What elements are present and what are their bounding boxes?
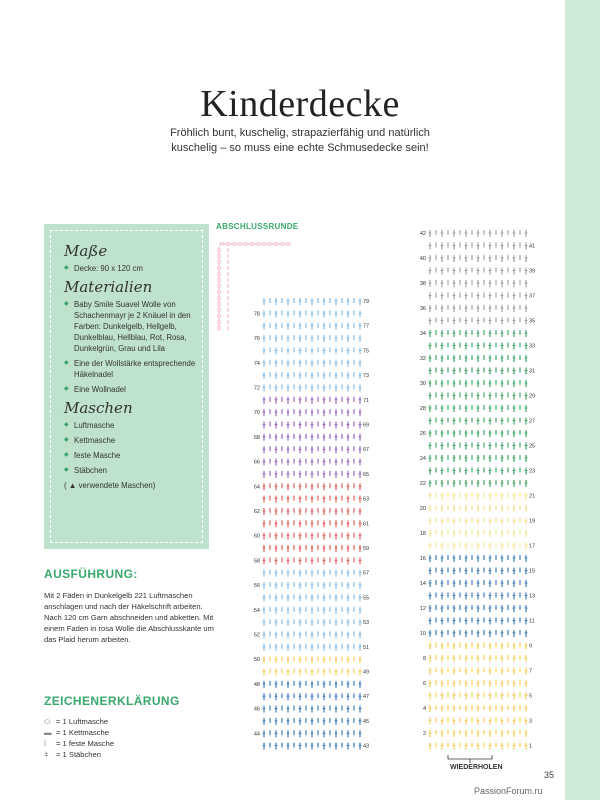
- chart-row: [254, 409, 362, 416]
- chart-row: [254, 607, 362, 614]
- row-number: 36: [419, 306, 426, 312]
- chart-row: [420, 480, 528, 487]
- maschen-heading: Maschen: [64, 399, 133, 417]
- row-number: 44: [253, 731, 260, 738]
- row-number: 22: [419, 481, 426, 487]
- chart-row: [254, 557, 362, 564]
- row-number: 14: [419, 581, 426, 587]
- chart-row: [429, 268, 536, 275]
- chart-row: [429, 693, 533, 700]
- row-number: 5: [529, 693, 533, 700]
- double-crochet-icon: ǂ: [44, 750, 49, 759]
- chart-row: [263, 520, 370, 527]
- chart-row: [429, 468, 536, 475]
- row-number: 56: [253, 583, 260, 590]
- row-number: 59: [363, 546, 370, 552]
- chart-row: [420, 555, 528, 562]
- chart-row: [429, 543, 536, 550]
- masse-heading: Maße: [64, 242, 108, 260]
- chart-row: [429, 743, 533, 750]
- watermark: PassionForum.ru: [474, 786, 543, 796]
- page-subtitle: Fröhlich bunt, kuschelig, strapazierfähig und natürlich kuschelig – so muss eine echte Schmusedecke sein!: [170, 127, 430, 154]
- materialien-heading: Materialien: [64, 278, 153, 296]
- maschen-item: ◆ Stäbchen: [64, 465, 199, 476]
- chart-row: [420, 530, 528, 537]
- row-number: 64: [253, 484, 260, 491]
- row-number: 38: [419, 281, 426, 287]
- chart-row: [263, 397, 370, 404]
- row-number: 27: [529, 418, 536, 425]
- chart-row: [254, 631, 362, 638]
- chart-row: [254, 434, 362, 441]
- chart-row: [263, 422, 370, 429]
- row-number: 19: [529, 518, 536, 525]
- maschen-note: ( ▲ verwendete Maschen): [64, 481, 156, 490]
- row-number: 65: [363, 471, 370, 478]
- row-number: 77: [363, 323, 370, 330]
- row-number: 28: [419, 406, 426, 412]
- materialien-item: ◆ Baby Smile Suavel Wolle von Schachenmayr je 2 Knäuel in den Farben: Dunkelgelb, Hellgelb, Dunkelblau, Hellblau, Rot, Rosa, Dunkelgrün, Grau und Lila: [64, 299, 199, 354]
- chart-row: [263, 619, 370, 626]
- row-number: 8: [422, 656, 426, 662]
- row-number: 32: [419, 356, 426, 362]
- row-number: 24: [419, 456, 426, 462]
- row-number: 12: [419, 606, 426, 612]
- chart-row: [420, 230, 528, 237]
- row-number: 76: [253, 336, 260, 343]
- row-number: 26: [419, 431, 426, 437]
- row-number: 2: [422, 731, 426, 737]
- row-number: 58: [253, 558, 260, 565]
- row-number: 41: [529, 243, 536, 250]
- row-number: 62: [253, 508, 260, 515]
- chart-row: [429, 293, 536, 300]
- row-number: 57: [363, 570, 370, 577]
- chart-row: [420, 330, 528, 337]
- chart-row: [420, 455, 528, 462]
- chart-row: [254, 508, 362, 515]
- chart-row: [254, 730, 362, 737]
- maschen-item: ◆ feste Masche: [64, 450, 199, 461]
- row-number: 70: [253, 410, 260, 417]
- chart-row: [263, 372, 370, 379]
- chart-row: [429, 393, 536, 400]
- row-number: 52: [253, 632, 260, 639]
- row-number: 35: [529, 318, 536, 325]
- row-number: 48: [253, 681, 260, 688]
- row-number: 50: [253, 657, 260, 664]
- chart-row: [429, 243, 536, 250]
- chart-row: [429, 718, 533, 725]
- row-number: 7: [529, 668, 533, 675]
- chart-row: [263, 669, 370, 676]
- chart-row: [254, 310, 362, 317]
- chart-row: [263, 471, 370, 478]
- chart-row: [429, 593, 536, 600]
- row-number: 39: [529, 268, 536, 275]
- row-number: 55: [363, 595, 370, 602]
- chart-row: [263, 693, 370, 700]
- row-number: 20: [419, 506, 426, 512]
- materialien-item: ◆ Eine Wollnadel: [64, 384, 199, 395]
- row-number: 54: [253, 607, 260, 614]
- chart-row: [420, 430, 528, 437]
- row-number: 66: [253, 459, 260, 466]
- row-number: 46: [253, 706, 260, 713]
- row-number: 13: [529, 593, 536, 600]
- chart-row: [263, 594, 370, 601]
- chart-row: [429, 668, 533, 675]
- row-number: 33: [529, 343, 536, 350]
- repeat-label: WIEDERHOLEN: [450, 764, 503, 771]
- chart-row: [429, 418, 536, 425]
- row-number: 69: [363, 422, 370, 429]
- chart-row: [263, 743, 370, 750]
- chart-row: [254, 360, 362, 367]
- row-number: 47: [363, 694, 370, 701]
- row-number: 31: [529, 368, 536, 375]
- chart-row: [254, 335, 362, 342]
- legend-label: = 1 feste Masche: [56, 739, 115, 748]
- chart-row: [263, 718, 370, 725]
- row-number: 78: [253, 311, 260, 318]
- chart-row: [429, 343, 536, 350]
- chart-row: [420, 630, 528, 637]
- row-number: 68: [253, 434, 260, 441]
- chart-row: [254, 483, 362, 490]
- chart-row: [429, 443, 536, 450]
- legend-label: = 1 Stäbchen: [56, 750, 101, 759]
- masse-item: ◆ Decke: 90 x 120 cm: [64, 263, 199, 274]
- row-number: 3: [529, 718, 533, 725]
- row-number: 30: [419, 381, 426, 387]
- chart-row: [420, 405, 528, 412]
- chart-row: [420, 605, 528, 612]
- row-number: 10: [419, 631, 426, 637]
- maschen-item: ◆ Kettmasche: [64, 435, 199, 446]
- legend-label: = 1 Kettmasche: [56, 728, 109, 737]
- chart-row: [263, 496, 370, 503]
- row-number: 40: [419, 256, 426, 262]
- row-number: 15: [529, 568, 536, 575]
- chart-row: [254, 533, 362, 540]
- row-number: 74: [253, 360, 260, 367]
- chart-row: [254, 706, 362, 713]
- row-number: 72: [253, 385, 260, 392]
- chart-row: [429, 493, 536, 500]
- row-number: 6: [422, 681, 426, 687]
- row-number: 42: [419, 231, 426, 237]
- chart-row: [263, 323, 370, 330]
- chart-row: [429, 568, 536, 575]
- chart-row: [263, 347, 370, 354]
- row-number: 75: [363, 348, 370, 355]
- ausfuehrung-heading: AUSFÜHRUNG:: [44, 567, 138, 581]
- row-number: 18: [419, 531, 426, 537]
- slip-stitch-icon: ▬: [44, 728, 52, 737]
- row-number: 23: [529, 468, 536, 475]
- chart-row: [420, 355, 528, 362]
- chart-row: [254, 459, 362, 466]
- chart-row: [254, 384, 362, 391]
- row-number: 25: [529, 443, 536, 450]
- chart-row: [254, 582, 362, 589]
- row-number: 21: [529, 493, 536, 500]
- row-number: 29: [529, 393, 536, 400]
- chart-row: [254, 681, 362, 688]
- row-number: 53: [363, 620, 370, 627]
- chart-row: [420, 505, 528, 512]
- row-number: 4: [422, 706, 426, 712]
- chart-row: [429, 318, 536, 325]
- row-number: 61: [363, 521, 370, 528]
- single-crochet-icon: ǀ: [44, 739, 46, 748]
- chart-row: [420, 280, 528, 287]
- chart-row: [263, 298, 370, 305]
- row-number: 16: [419, 556, 426, 562]
- chart-row: [423, 680, 528, 687]
- legend-heading: ZEICHENERKLÄRUNG: [44, 694, 180, 708]
- chart-row: [420, 380, 528, 387]
- row-number: 9: [529, 643, 533, 650]
- chart-row: [263, 644, 370, 651]
- chart-row: [263, 446, 370, 453]
- chart-row: [429, 643, 533, 650]
- border-round-heading: ABSCHLUSSRUNDE: [216, 222, 299, 231]
- chart-row: [429, 518, 536, 525]
- ausfuehrung-text: Mit 2 Fäden in Dunkelgelb 221 Luftmaschen anschlagen und nach der Häkelschrift arbeiten. Nach 120 cm Garn abschneiden und abketten. Mit einem Faden in rosa Wolle die Abschlusskante um das Plaid herum arbeiten.: [44, 591, 214, 644]
- chart-row: [429, 368, 536, 375]
- row-number: 73: [363, 373, 370, 380]
- row-number: 17: [529, 543, 536, 550]
- chart-row: [420, 580, 528, 587]
- maschen-item: ◆ Luftmasche: [64, 420, 199, 431]
- chain-stitch-icon: ⬭: [44, 717, 51, 726]
- row-number: 43: [363, 743, 370, 750]
- row-number: 45: [363, 718, 370, 725]
- row-number: 63: [363, 496, 370, 503]
- chart-row: [420, 305, 528, 312]
- page-title: Kinderdecke: [200, 83, 400, 125]
- page-number: 35: [544, 770, 555, 780]
- chart-row: [423, 730, 528, 737]
- row-number: 67: [363, 447, 370, 454]
- chart-row: [429, 618, 535, 625]
- repeat-bracket: [448, 755, 492, 763]
- row-number: 51: [363, 644, 370, 651]
- row-number: 34: [419, 331, 426, 337]
- row-number: 79: [363, 299, 370, 305]
- chart-row: [423, 655, 528, 662]
- row-number: 37: [529, 293, 536, 300]
- row-number: 1: [529, 743, 533, 750]
- chart-row: [420, 255, 528, 262]
- chart-row: [423, 705, 528, 712]
- chart-row: [254, 656, 362, 663]
- row-number: 71: [363, 397, 370, 404]
- row-number: 11: [529, 618, 535, 625]
- row-number: 60: [253, 533, 260, 540]
- legend-label: = 1 Luftmasche: [56, 717, 109, 726]
- chart-row: [263, 545, 370, 552]
- materialien-item: ◆ Eine der Wollstärke entsprechende Häkelnadel: [64, 358, 199, 380]
- row-number: 49: [363, 669, 370, 676]
- chart-row: [263, 570, 370, 577]
